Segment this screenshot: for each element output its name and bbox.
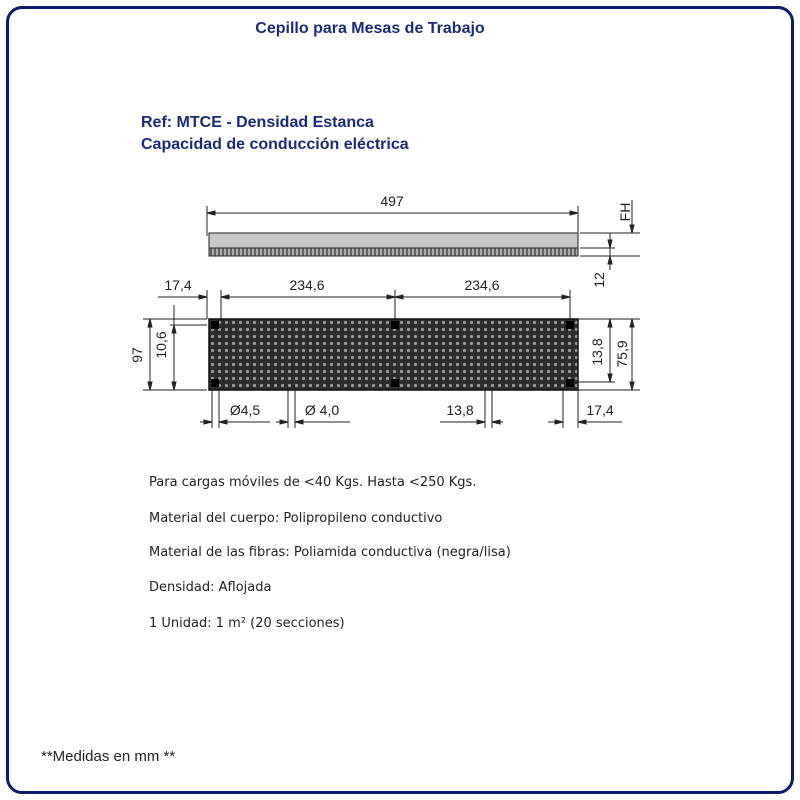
page-title: Cepillo para Mesas de Trabajo	[255, 20, 485, 37]
dim-height-97: 97	[129, 347, 145, 363]
reference-line: Ref: MTCE - Densidad Estanca	[141, 114, 374, 131]
spec-load: Para cargas móviles de <40 Kgs. Hasta <250 Kgs.	[149, 475, 477, 490]
dim-fh: FH	[617, 202, 633, 222]
dim-span-left: 234,6	[289, 277, 325, 293]
dim-spacing-13-8: 13,8	[446, 402, 474, 418]
dim-offset-10-6: 10,6	[153, 331, 169, 359]
side-view	[207, 200, 640, 270]
dim-height-75-9: 75,9	[614, 340, 630, 368]
dim-edge-right: 17,4	[586, 402, 614, 418]
spec-density: Densidad: Aflojada	[149, 580, 272, 595]
spec-unit: 1 Unidad: 1 m² (20 secciones)	[149, 616, 345, 631]
footer-note: **Medidas en mm **	[41, 748, 176, 765]
dim-hole-4-0: Ø 4,0	[304, 402, 340, 418]
spec-body-material: Material del cuerpo: Polipropileno conductivo	[149, 511, 443, 526]
dim-offset-13-8: 13,8	[589, 338, 605, 366]
spec-fiber-material: Material de las fibras: Poliamida conductiva (negra/lisa)	[149, 545, 511, 560]
dim-height-12: 12	[591, 272, 607, 288]
subtitle: Capacidad de conducción eléctrica	[141, 136, 409, 153]
dim-edge-left: 17,4	[164, 277, 192, 293]
dim-span-right: 234,6	[464, 277, 500, 293]
dim-hole-4-5: Ø4,5	[229, 402, 261, 418]
dim-length-total: 497	[380, 193, 404, 209]
